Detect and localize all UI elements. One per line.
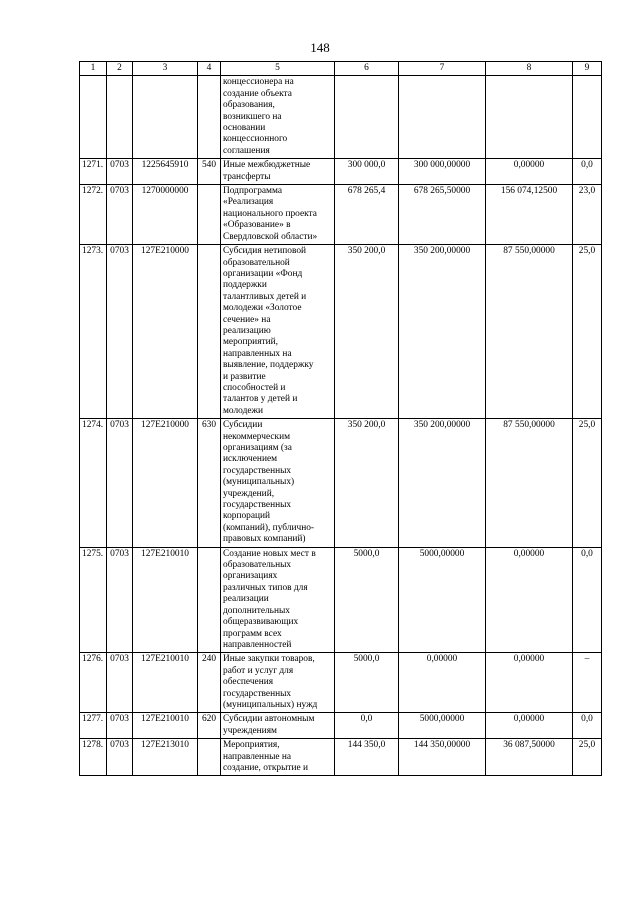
execution-percent: 0,0 — [573, 713, 602, 739]
item-name-line: молодежи «Золотое — [223, 303, 302, 314]
item-name-line: и развитие — [223, 371, 266, 382]
amount-revised: 678 265,50000 — [399, 185, 486, 245]
item-name-line: Свердловской области» — [223, 231, 318, 242]
item-name — [221, 713, 335, 739]
item-name-line: талантливых детей и — [223, 291, 307, 302]
table-row — [80, 419, 602, 547]
amount-executed: 0,00000 — [486, 713, 573, 739]
row-number: 1276. — [80, 653, 107, 713]
item-name-line: общеразвивающих — [223, 617, 299, 628]
column-header: 4 — [198, 62, 221, 76]
amount-revised: 350 200,00000 — [399, 419, 486, 547]
expense-type-code — [198, 76, 221, 159]
item-name-line: Субсидия нетиповой — [223, 246, 307, 257]
column-header: 6 — [335, 62, 399, 76]
expense-type-code: 630 — [198, 419, 221, 547]
header-row — [80, 62, 602, 76]
amount-executed: 87 550,00000 — [486, 419, 573, 547]
row-number — [80, 76, 107, 159]
expense-type-code: 240 — [198, 653, 221, 713]
item-name-line: концессионера на — [223, 77, 294, 88]
item-name-line: образовательной — [223, 257, 290, 268]
item-name-line: Подпрограмма — [223, 186, 283, 197]
column-header: 1 — [80, 62, 107, 76]
target-article-code: 127E210000 — [133, 419, 198, 547]
item-name — [221, 185, 335, 245]
item-name-line: государственных — [223, 465, 292, 476]
row-number: 1277. — [80, 713, 107, 739]
amount-approved: 350 200,0 — [335, 245, 399, 419]
target-article-code — [133, 76, 198, 159]
amount-executed: 0,00000 — [486, 653, 573, 713]
amount-executed: 0,00000 — [486, 547, 573, 653]
item-name-line: работ и услуг для — [223, 665, 294, 676]
item-name-line: (муниципальных) — [223, 477, 295, 488]
item-name-line: реализацию — [223, 325, 271, 336]
section-code: 0703 — [107, 419, 133, 547]
amount-approved — [335, 76, 399, 159]
item-name — [221, 76, 335, 159]
item-name-line: возникшего на — [223, 111, 282, 122]
amount-approved: 0,0 — [335, 713, 399, 739]
amount-executed — [486, 76, 573, 159]
item-name — [221, 547, 335, 653]
section-code — [107, 76, 133, 159]
table-row — [80, 713, 602, 739]
amount-executed: 36 087,50000 — [486, 739, 573, 776]
column-header: 7 — [399, 62, 486, 76]
item-name-line: основании — [223, 123, 266, 134]
item-name-line: талантов у детей и — [223, 394, 298, 405]
row-number: 1274. — [80, 419, 107, 547]
execution-percent: 25,0 — [573, 739, 602, 776]
item-name-line: «Реализация — [223, 197, 274, 208]
target-article-code: 1270000000 — [133, 185, 198, 245]
item-name-line: Субсидии автономным — [223, 714, 315, 725]
target-article-code: 127E210010 — [133, 713, 198, 739]
execution-percent: 23,0 — [573, 185, 602, 245]
expense-type-code — [198, 185, 221, 245]
section-code: 0703 — [107, 185, 133, 245]
item-name-line: корпораций — [223, 511, 271, 522]
item-name-line: различных типов для — [223, 582, 308, 593]
item-name-line: государственных — [223, 688, 292, 699]
item-name-line: направленностей — [223, 639, 292, 650]
amount-approved: 144 350,0 — [335, 739, 399, 776]
item-name-line: национального проекта — [223, 208, 317, 219]
table-row — [80, 653, 602, 713]
target-article-code: 1225645910 — [133, 159, 198, 185]
section-code: 0703 — [107, 713, 133, 739]
item-name-line: поддержки — [223, 280, 267, 291]
item-name-line: правовых компаний) — [223, 534, 306, 545]
table-row — [80, 245, 602, 419]
amount-revised: 5000,00000 — [399, 713, 486, 739]
section-code: 0703 — [107, 159, 133, 185]
amount-approved: 350 200,0 — [335, 419, 399, 547]
target-article-code: 127E210010 — [133, 547, 198, 653]
execution-percent: 0,0 — [573, 159, 602, 185]
page-number: 148 — [310, 40, 330, 55]
row-number: 1271. — [80, 159, 107, 185]
expense-type-code — [198, 739, 221, 776]
item-name-line: Иные межбюджетные — [223, 160, 311, 171]
row-number: 1275. — [80, 547, 107, 653]
budget-table — [79, 61, 602, 776]
execution-percent — [573, 76, 602, 159]
amount-revised — [399, 76, 486, 159]
item-name — [221, 245, 335, 419]
item-name-line: молодежи — [223, 405, 264, 416]
amount-approved: 5000,0 — [335, 653, 399, 713]
execution-percent: 25,0 — [573, 419, 602, 547]
section-code: 0703 — [107, 653, 133, 713]
item-name-line: (муниципальных) нужд — [223, 699, 318, 710]
item-name-line: дополнительных — [223, 605, 290, 616]
column-header: 8 — [486, 62, 573, 76]
item-name-line: обеспечения — [223, 677, 274, 688]
amount-approved: 678 265,4 — [335, 185, 399, 245]
item-name-line: создание объекта — [223, 88, 292, 99]
item-name — [221, 739, 335, 776]
amount-executed: 156 074,12500 — [486, 185, 573, 245]
item-name-line: выявление, поддержку — [223, 360, 314, 371]
item-name-line: Субсидии — [223, 420, 263, 431]
row-number: 1272. — [80, 185, 107, 245]
item-name-line: Иные закупки товаров, — [223, 654, 315, 665]
item-name-line: организациям (за — [223, 443, 292, 453]
item-name-line: направленные на — [223, 751, 292, 762]
section-code: 0703 — [107, 547, 133, 653]
item-name-line: реализации — [223, 594, 269, 605]
section-code: 0703 — [107, 739, 133, 776]
item-name-line: организации «Фонд — [223, 268, 303, 279]
row-number: 1273. — [80, 245, 107, 419]
item-name-line: концессионного — [223, 134, 288, 145]
expense-type-code — [198, 547, 221, 653]
item-name-line: создание, открытие и — [223, 762, 309, 773]
amount-revised: 5000,00000 — [399, 547, 486, 653]
row-number: 1278. — [80, 739, 107, 776]
expense-type-code — [198, 245, 221, 419]
amount-revised: 144 350,00000 — [399, 739, 486, 776]
execution-percent: 25,0 — [573, 245, 602, 419]
section-code: 0703 — [107, 245, 133, 419]
column-header: 5 — [221, 62, 335, 76]
target-article-code: 127E210010 — [133, 653, 198, 713]
expense-type-code: 620 — [198, 713, 221, 739]
item-name-line: трансферты — [223, 171, 271, 182]
item-name-line: сечение» на — [223, 314, 271, 325]
amount-executed: 87 550,00000 — [486, 245, 573, 419]
item-name-line: учреждений, — [223, 488, 275, 499]
amount-revised: 0,00000 — [399, 653, 486, 713]
table-row — [80, 159, 602, 185]
item-name-line: соглашения — [223, 145, 270, 156]
table-row — [80, 185, 602, 245]
item-name-line: некоммерческим — [223, 431, 291, 442]
item-name-line: исключением — [223, 454, 278, 465]
item-name-line: «Образование» в — [223, 220, 291, 231]
item-name-line: организациях — [223, 571, 278, 582]
item-name-line: способностей и — [223, 382, 286, 393]
column-header: 2 — [107, 62, 133, 76]
column-header: 3 — [133, 62, 198, 76]
column-header: 9 — [573, 62, 602, 76]
item-name — [221, 653, 335, 713]
execution-percent: – — [573, 653, 602, 713]
item-name-line: (компаний), публично- — [223, 522, 315, 533]
amount-approved: 5000,0 — [335, 547, 399, 653]
amount-approved: 300 000,0 — [335, 159, 399, 185]
item-name-line: программ всех — [223, 628, 282, 639]
table-row — [80, 76, 602, 159]
item-name — [221, 419, 335, 547]
amount-revised: 350 200,00000 — [399, 245, 486, 419]
expense-type-code: 540 — [198, 159, 221, 185]
item-name-line: учреждениям — [223, 725, 277, 736]
table-row — [80, 547, 602, 653]
table-row — [80, 739, 602, 776]
execution-percent: 0,0 — [573, 547, 602, 653]
item-name-line: образовательных — [223, 560, 292, 571]
item-name-line: Создание новых мест в — [223, 548, 316, 559]
amount-revised: 300 000,00000 — [399, 159, 486, 185]
item-name-line: Мероприятия, — [223, 740, 280, 751]
item-name-line: государственных — [223, 500, 292, 511]
item-name-line: образования, — [223, 100, 275, 111]
item-name-line: направленных на — [223, 348, 292, 359]
item-name — [221, 159, 335, 185]
amount-executed: 0,00000 — [486, 159, 573, 185]
item-name-line: мероприятий, — [223, 337, 278, 348]
target-article-code: 127E210000 — [133, 245, 198, 419]
target-article-code: 127E213010 — [133, 739, 198, 776]
